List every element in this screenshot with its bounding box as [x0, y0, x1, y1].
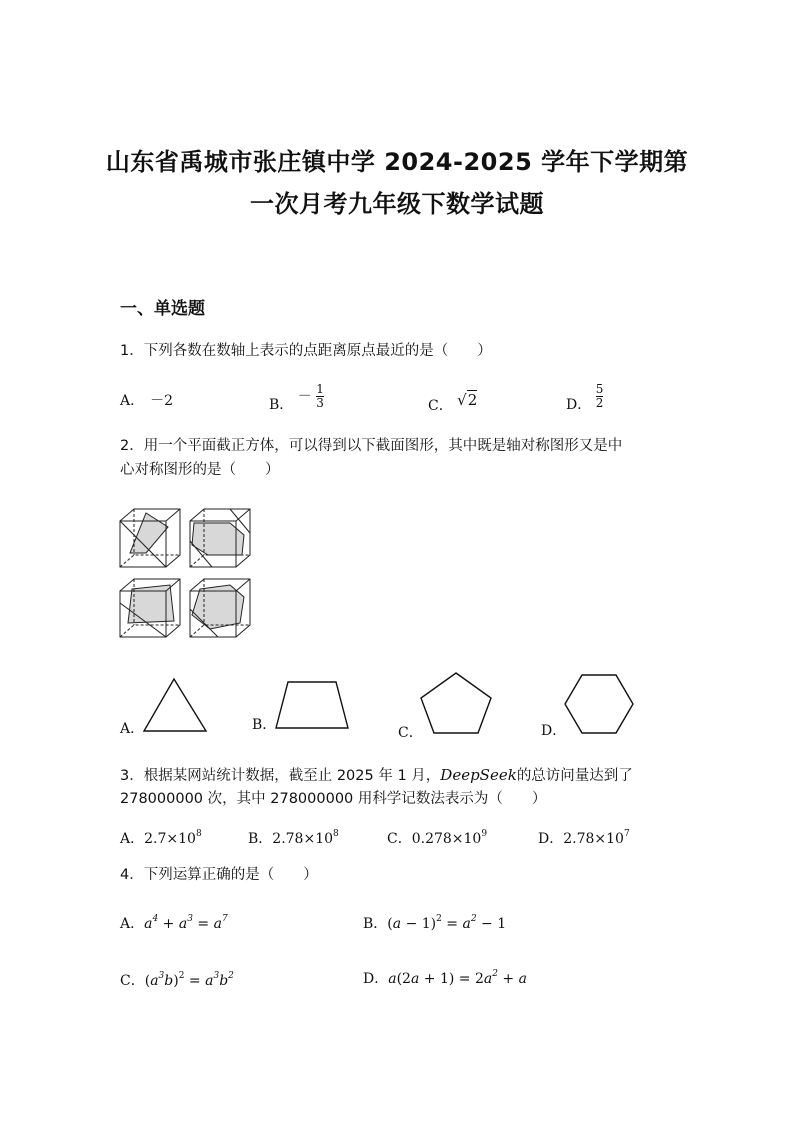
mantissa: 2.78×10 — [563, 831, 624, 847]
stem-text: 的总访问量达到了 — [516, 768, 633, 784]
option-label: C． — [387, 831, 412, 847]
pentagon-shape-icon — [418, 670, 494, 736]
option-label: B． — [269, 396, 294, 413]
q2-option-d-label: D． — [541, 723, 567, 739]
q1-option-b — [269, 382, 324, 413]
q3-option-c — [387, 828, 487, 848]
question-2-stem-line2: 心对称图形的是（ ） — [120, 462, 280, 478]
question-1-stem: 1．下列各数在数轴上表示的点距离原点最近的是（ ） — [120, 343, 492, 359]
exponent: 7 — [623, 829, 630, 839]
q2-option-a-label: A． — [120, 721, 145, 737]
option-label: B． — [248, 831, 273, 847]
brand-name: DeepSeek — [440, 766, 517, 784]
q1-option-d — [566, 382, 604, 413]
exponent: 8 — [333, 829, 339, 839]
question-3-stem-line2: 278000000 次，其中 278000000 用科学记数法表示为（ ） — [120, 791, 547, 807]
q4-option-a: A．$a^4 + a^3 = a^7$ — [120, 914, 228, 932]
q1-option-a — [120, 390, 173, 410]
q4-option-b: B．$(a - 1)^2 = a^2 - 1$ — [363, 914, 507, 932]
trapezoid-shape-icon — [272, 678, 352, 732]
option-label: C． — [428, 398, 453, 414]
denominator: 2 — [595, 396, 604, 410]
option-label: B． — [363, 916, 388, 932]
option-label: A． — [120, 831, 145, 847]
page-title-line2: 一次月考九年级下数学试题 — [250, 190, 544, 218]
q3-option-a — [120, 828, 202, 848]
cube-cross-section-figure — [118, 505, 254, 640]
mantissa: 0.278×10 — [411, 831, 482, 847]
fraction — [316, 383, 324, 410]
q4-option-c: C．$(a^3b)^2 = a^3b^2$ — [120, 971, 234, 989]
numerator: 1 — [316, 382, 324, 396]
q3-option-b — [248, 828, 339, 848]
radicand: 2 — [467, 391, 478, 409]
numerator: 5 — [595, 382, 604, 396]
option-label: A． — [120, 916, 145, 932]
mantissa: 2.7×10 — [144, 831, 196, 847]
hexagon-shape-icon — [562, 672, 636, 736]
stem-text: 3．根据某网站统计数据，截至止 2025 年 1 月， — [120, 768, 441, 784]
option-value: －2 — [150, 393, 174, 409]
fraction-sign: － — [297, 388, 312, 405]
q1-option-c — [428, 390, 478, 414]
option-label: C． — [120, 973, 145, 989]
question-3-stem-line1 — [120, 763, 633, 789]
section-heading: 一、单选题 — [120, 299, 205, 319]
exponent: 8 — [195, 829, 202, 839]
q4-option-d: D．$a(2a + 1) = 2a^2 + a$ — [363, 969, 527, 987]
fraction — [596, 383, 604, 410]
question-4-stem: 4．下列运算正确的是（ ） — [120, 867, 318, 883]
exponent: 9 — [481, 829, 488, 839]
option-label: D． — [566, 396, 592, 413]
denominator: 3 — [316, 396, 324, 410]
q2-option-c-label: C． — [398, 725, 423, 741]
square-root: √2 — [457, 391, 478, 409]
question-2-stem-line1: 2．用一个平面截正方体，可以得到以下截面图形，其中既是轴对称图形又是中 — [120, 438, 623, 454]
triangle-shape-icon — [140, 676, 210, 734]
q2-option-b-label: B． — [252, 717, 277, 733]
option-label: D． — [538, 831, 564, 847]
mantissa: 2.78×10 — [272, 831, 334, 847]
option-label: A． — [120, 393, 145, 409]
page-title-line1: 山东省禹城市张庄镇中学 2024-2025 学年下学期第 — [105, 148, 689, 176]
option-label: D． — [363, 971, 389, 987]
q3-option-d — [538, 828, 630, 848]
